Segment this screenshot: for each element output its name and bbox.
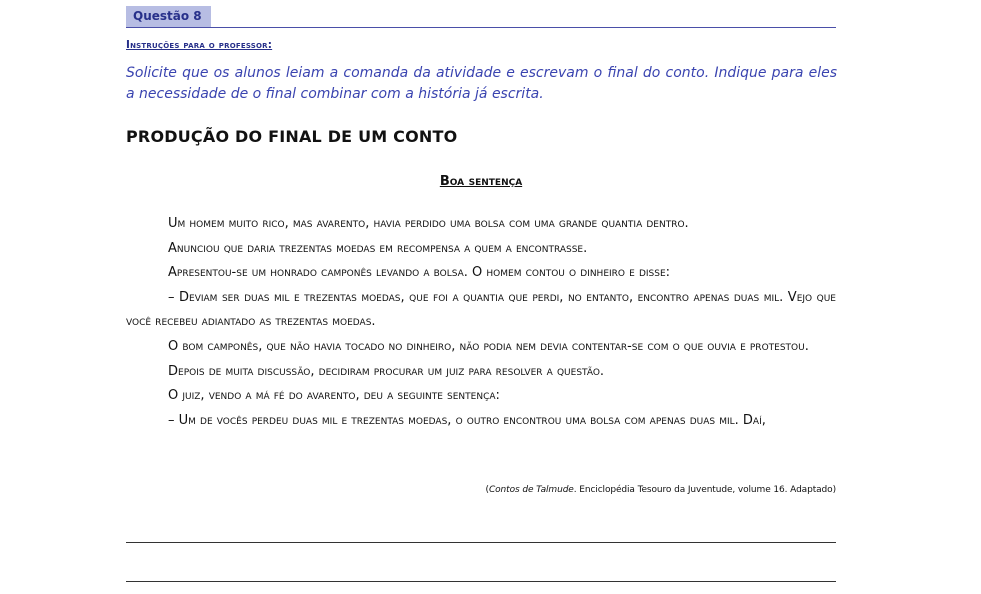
story-title: Boa sentença [439, 174, 523, 189]
question-number-tab: Questão 8 [126, 6, 211, 27]
story-text [126, 212, 836, 433]
story-paragraph: Anunciou que daria trezentas moedas em recompensa a quem a encontrasse. [168, 240, 588, 256]
source-citation [126, 485, 836, 495]
story-paragraph: – Deviam ser duas mil e trezentas moedas, que foi a quantia que perdi, no entanto, encontro apenas duas mil. Vejo que você recebeu adiantado as trezentas moedas. [126, 289, 836, 330]
teacher-instructions-heading: Instruções para o professor: [126, 39, 273, 51]
story-paragraph: Depois de muita discussão, decidiram procurar um juiz para resolver a questão. [168, 363, 605, 379]
section-title: PRODUÇÃO DO FINAL DE UM CONTO [126, 127, 458, 146]
citation-details: . Enciclopédia Tesouro da Juventude, volume 16. Adaptado) [573, 485, 836, 495]
answer-line-1[interactable] [126, 542, 836, 543]
teacher-instructions-text: Solicite que os alunos leiam a comanda da atividade e escrevam o final do conto. Indique para eles a necessidade de o final combinar com a história já escrita. [126, 65, 837, 102]
answer-line-2[interactable] [126, 581, 836, 582]
header-divider [126, 27, 836, 28]
story-paragraph: Apresentou-se um honrado camponês levando a bolsa. O homem contou o dinheiro e disse: [168, 265, 671, 281]
story-paragraph: – Um de vocês perdeu duas mil e trezentas moedas, o outro encontrou uma bolsa com apenas duas mil. Daí, [168, 412, 766, 428]
story-paragraph: O juiz, vendo a má fé do avarento, deu a seguinte sentença: [168, 388, 500, 404]
story-paragraph: O bom camponês, que não havia tocado no dinheiro, não podia nem devia contentar-se com o que ouvia e protestou. [168, 338, 809, 354]
story-paragraph: Um homem muito rico, mas avarento, havia perdido uma bolsa com uma grande quantia dentro. [168, 216, 689, 231]
citation-work-title: Contos de Talmude [488, 485, 574, 495]
citation-open: ( [485, 485, 489, 495]
